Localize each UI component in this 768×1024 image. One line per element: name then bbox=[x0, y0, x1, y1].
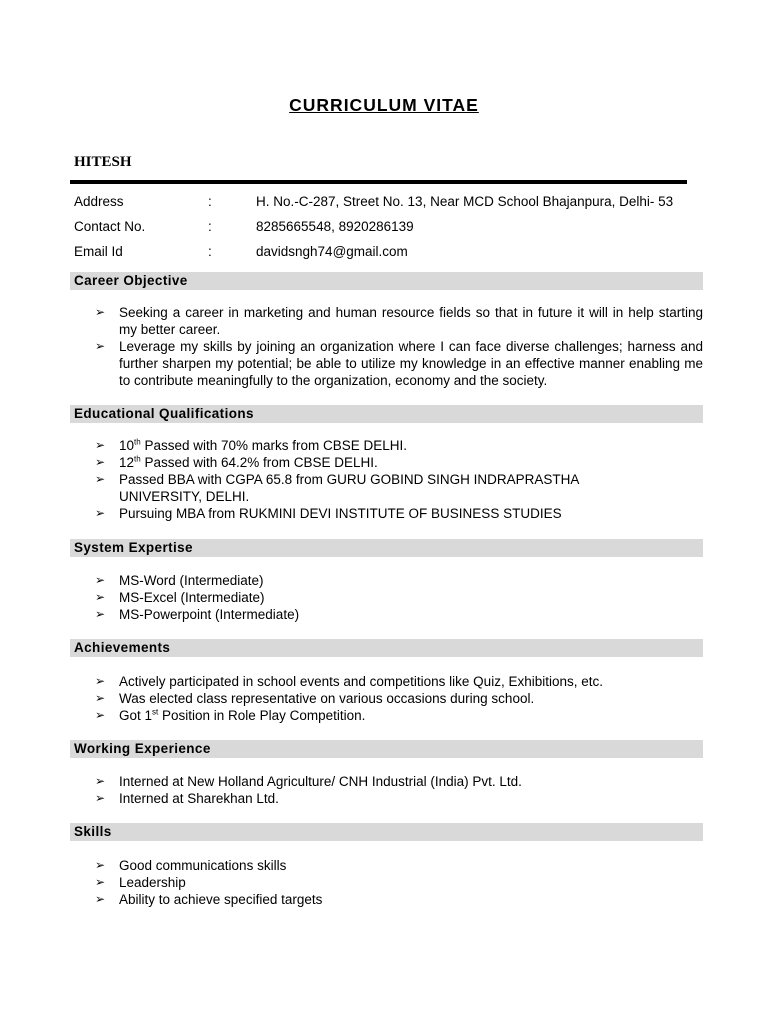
ordinal-suffix: st bbox=[152, 707, 159, 717]
arrowhead-bullet-icon: ➢ bbox=[95, 590, 106, 604]
email-label: Email Id bbox=[74, 244, 123, 259]
arrowhead-bullet-icon: ➢ bbox=[95, 791, 106, 805]
list-item-text-start: 10 bbox=[119, 438, 135, 453]
skills-list bbox=[95, 857, 703, 908]
arrowhead-bullet-icon: ➢ bbox=[95, 438, 106, 452]
arrowhead-bullet-icon: ➢ bbox=[95, 691, 106, 705]
list-item-text: Interned at Sharekhan Ltd. bbox=[119, 791, 279, 806]
section-header-career-objective bbox=[70, 272, 703, 290]
email-separator: : bbox=[208, 244, 212, 259]
system-expertise-list bbox=[95, 572, 703, 623]
document-title: CURRICULUM VITAE bbox=[289, 95, 479, 115]
arrowhead-bullet-icon: ➢ bbox=[95, 607, 106, 621]
list-item bbox=[95, 891, 703, 908]
section-header-achievements bbox=[70, 639, 703, 657]
list-item bbox=[95, 606, 703, 623]
list-item bbox=[95, 690, 703, 707]
address-separator: : bbox=[208, 194, 212, 209]
list-item bbox=[95, 857, 703, 874]
arrowhead-bullet-icon: ➢ bbox=[95, 875, 106, 889]
arrowhead-bullet-icon: ➢ bbox=[95, 455, 106, 469]
list-item-text: Seeking a career in marketing and human resource fields so that in future it will in help starting my better career. bbox=[119, 305, 703, 337]
list-item-text-start: Got 1 bbox=[119, 708, 153, 723]
email-value: davidsngh74@gmail.com bbox=[256, 244, 408, 259]
list-item-text-end: Passed with 64.2% from CBSE DELHI. bbox=[140, 455, 378, 470]
header-divider bbox=[70, 180, 687, 184]
section-header-education bbox=[70, 405, 703, 423]
section-header-system-expertise bbox=[70, 539, 703, 557]
arrowhead-bullet-icon: ➢ bbox=[95, 708, 106, 722]
contact-number-value: 8285665548, 8920286139 bbox=[256, 219, 414, 234]
list-item bbox=[95, 437, 655, 454]
list-item bbox=[95, 773, 703, 790]
arrowhead-bullet-icon: ➢ bbox=[95, 339, 106, 353]
arrowhead-bullet-icon: ➢ bbox=[95, 892, 106, 906]
list-item-text: Pursuing MBA from RUKMINI DEVI INSTITUTE OF BUSINESS STUDIES bbox=[119, 506, 562, 521]
arrowhead-bullet-icon: ➢ bbox=[95, 573, 106, 587]
list-item-text: Leverage my skills by joining an organization where I can face diverse challenges; harness and further sharpen my potential; be able to utilize my knowledge in an effective manner enabling me to contribute meaningfully to the organization, economy and the society. bbox=[119, 339, 703, 388]
list-item bbox=[95, 673, 703, 690]
arrowhead-bullet-icon: ➢ bbox=[95, 858, 106, 872]
list-item-text-start: 12 bbox=[119, 455, 135, 470]
address-value: H. No.-C-287, Street No. 13, Near MCD School Bhajanpura, Delhi- 53 bbox=[256, 194, 674, 209]
list-item-text-end: Passed with 70% marks from CBSE DELHI. bbox=[140, 438, 408, 453]
section-header-working-experience bbox=[70, 740, 703, 758]
list-item bbox=[95, 874, 703, 891]
list-item-text: Leadership bbox=[119, 875, 186, 890]
arrowhead-bullet-icon: ➢ bbox=[95, 506, 106, 520]
list-item bbox=[95, 589, 703, 606]
list-item-text: MS-Excel (Intermediate) bbox=[119, 590, 265, 605]
list-item bbox=[95, 338, 703, 389]
list-item-text: Ability to achieve specified targets bbox=[119, 892, 323, 907]
contact-number-label: Contact No. bbox=[74, 219, 146, 234]
address-label: Address bbox=[74, 194, 124, 209]
section-title: System Expertise bbox=[74, 540, 193, 555]
section-title: Achievements bbox=[74, 640, 171, 655]
list-item bbox=[95, 572, 703, 589]
arrowhead-bullet-icon: ➢ bbox=[95, 472, 106, 486]
list-item bbox=[95, 304, 703, 338]
achievements-list bbox=[95, 673, 703, 724]
section-title: Career Objective bbox=[74, 273, 188, 288]
arrowhead-bullet-icon: ➢ bbox=[95, 674, 106, 688]
list-item-text: Actively participated in school events and competitions like Quiz, Exhibitions, etc. bbox=[119, 674, 603, 689]
list-item-text: Was elected class representative on various occasions during school. bbox=[119, 691, 535, 706]
arrowhead-bullet-icon: ➢ bbox=[95, 305, 106, 319]
section-header-skills bbox=[70, 823, 703, 841]
list-item-text: Interned at New Holland Agriculture/ CNH Industrial (India) Pvt. Ltd. bbox=[119, 774, 522, 789]
list-item-text: Good communications skills bbox=[119, 858, 287, 873]
contact-number-separator: : bbox=[208, 219, 212, 234]
section-title: Skills bbox=[74, 824, 112, 839]
candidate-name: HITESH bbox=[74, 154, 132, 170]
list-item bbox=[95, 505, 655, 522]
list-item-text-end: Position in Role Play Competition. bbox=[158, 708, 366, 723]
ordinal-suffix: th bbox=[134, 454, 141, 464]
list-item-text: Passed BBA with CGPA 65.8 from GURU GOBIND SINGH INDRAPRASTHA UNIVERSITY, DELHI. bbox=[119, 472, 579, 504]
list-item bbox=[95, 454, 655, 471]
list-item bbox=[95, 707, 703, 724]
ordinal-suffix: th bbox=[134, 437, 141, 447]
section-title: Educational Qualifications bbox=[74, 406, 254, 421]
education-list bbox=[95, 437, 655, 522]
section-title: Working Experience bbox=[74, 741, 211, 756]
career-objective-list bbox=[95, 304, 703, 389]
arrowhead-bullet-icon: ➢ bbox=[95, 774, 106, 788]
list-item-text: MS-Powerpoint (Intermediate) bbox=[119, 607, 300, 622]
list-item-text: MS-Word (Intermediate) bbox=[119, 573, 264, 588]
list-item bbox=[95, 471, 655, 505]
working-experience-list bbox=[95, 773, 703, 807]
list-item bbox=[95, 790, 703, 807]
